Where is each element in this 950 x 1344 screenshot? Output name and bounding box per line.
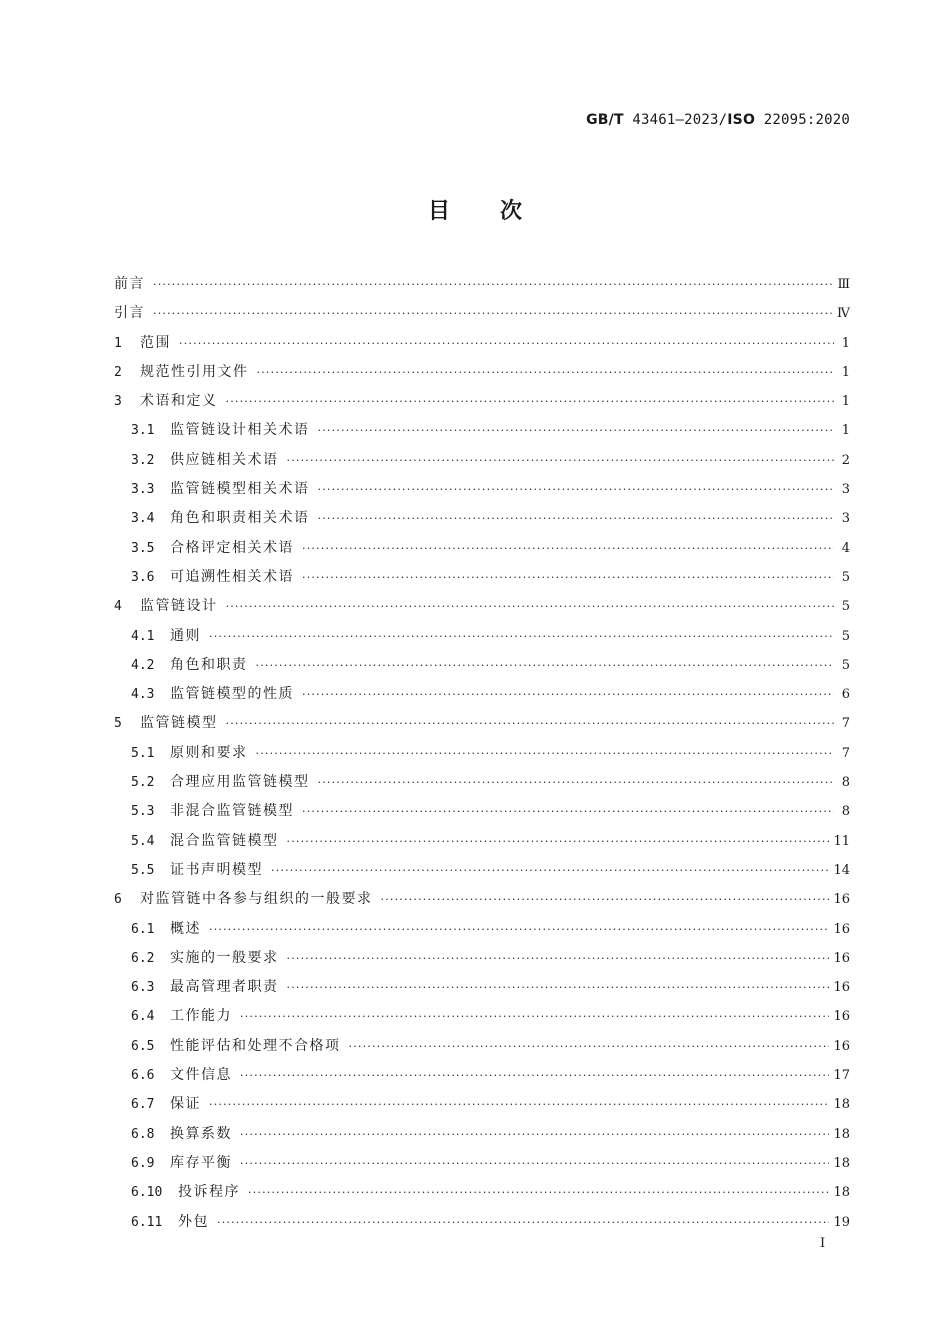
- toc-entry-number: 6.3: [131, 980, 155, 996]
- dot-leader: [287, 944, 830, 973]
- dot-leader: [240, 1002, 829, 1031]
- toc-entry-label: 监管链模型相关术语: [170, 481, 310, 498]
- toc-entry-page: 5: [841, 599, 850, 615]
- dot-leader: [349, 1032, 830, 1061]
- toc-entry-page: 18: [833, 1097, 850, 1113]
- toc-entry-page: 7: [841, 745, 850, 761]
- toc-entry-number: 6.9: [131, 1155, 155, 1171]
- dot-leader: [209, 1090, 829, 1119]
- toc-entry-label: 非混合监管链模型: [170, 803, 294, 820]
- dot-leader: [209, 915, 829, 944]
- toc-entry[interactable]: [114, 709, 850, 738]
- toc-entry-label: 原则和要求: [170, 744, 248, 761]
- toc-entry-label: 最高管理者职责: [170, 979, 279, 996]
- toc-entry-page: 16: [833, 921, 850, 937]
- toc-entry-page: 5: [841, 657, 850, 673]
- toc-entry-label: 换算系数: [170, 1125, 232, 1142]
- toc-entry-label: 外包: [178, 1213, 209, 1230]
- toc-entry-page: 11: [833, 833, 850, 849]
- toc-entry-number: 5.3: [131, 804, 155, 820]
- toc-entry-label: 投诉程序: [178, 1184, 240, 1201]
- toc-entry-number: 3.3: [131, 482, 155, 498]
- toc-entry-page: 16: [833, 1038, 850, 1054]
- dot-leader: [302, 534, 834, 563]
- dot-leader: [248, 1178, 829, 1207]
- dot-leader: [209, 622, 834, 651]
- toc-entry-label: 监管链模型: [140, 715, 218, 732]
- toc-entry-number: 5.5: [131, 862, 155, 878]
- toc-entry-page: 7: [841, 716, 850, 732]
- toc-entry[interactable]: [114, 563, 850, 592]
- dot-leader: [287, 446, 835, 475]
- toc-entry-number: 6.6: [131, 1068, 155, 1084]
- toc-entry-number: 3.4: [131, 511, 155, 527]
- toc-entry[interactable]: [114, 622, 850, 651]
- toc-entry-number: 6.10: [131, 1185, 163, 1201]
- toc-entry[interactable]: [114, 1178, 850, 1207]
- toc-entry[interactable]: [114, 387, 850, 416]
- toc-entry-number: 3.2: [131, 452, 155, 468]
- toc-entry-label: 角色和职责: [170, 656, 248, 673]
- toc-entry-number: 4.2: [131, 657, 155, 673]
- toc-entry[interactable]: [114, 1090, 850, 1119]
- toc-entry-label: 可追溯性相关术语: [170, 568, 294, 585]
- toc-entry[interactable]: [114, 1208, 850, 1237]
- dot-leader: [318, 416, 835, 445]
- document-header: [586, 112, 850, 128]
- toc-entry-page: 14: [833, 862, 850, 878]
- toc-entry-number: 1: [114, 335, 122, 351]
- toc-entry-page: 8: [841, 775, 850, 791]
- toc-entry-number: 6.2: [131, 950, 155, 966]
- toc-entry[interactable]: [114, 358, 850, 387]
- toc-entry-page: 16: [833, 950, 850, 966]
- dot-leader: [153, 299, 833, 328]
- toc-entry-page: 1: [841, 364, 850, 380]
- toc-entry-label: 规范性引用文件: [140, 363, 249, 380]
- dot-leader: [226, 709, 835, 738]
- toc-entry[interactable]: [114, 739, 850, 768]
- toc-entry-label: 证书声明模型: [170, 861, 263, 878]
- toc-entry-page: 3: [841, 511, 850, 527]
- toc-entry-page: 19: [833, 1214, 850, 1230]
- toc-entry-label: 术语和定义: [140, 393, 218, 410]
- toc-entry-number: 5.4: [131, 833, 155, 849]
- dot-leader: [318, 504, 835, 533]
- dot-leader: [318, 475, 835, 504]
- toc-entry[interactable]: [114, 856, 850, 885]
- toc-entry-label: 性能评估和处理不合格项: [170, 1037, 341, 1054]
- toc-entry-number: 4: [114, 599, 122, 615]
- toc-entry-number: 6.7: [131, 1097, 155, 1113]
- toc-entry[interactable]: [114, 329, 850, 358]
- toc-entry-label: 角色和职责相关术语: [170, 510, 310, 527]
- toc-entry[interactable]: [114, 416, 850, 445]
- toc-entry-label: 监管链设计: [140, 598, 218, 615]
- toc-entry-number: 6.1: [131, 921, 155, 937]
- toc-entry[interactable]: [114, 1120, 850, 1149]
- dot-leader: [153, 270, 833, 299]
- toc-entry[interactable]: [114, 592, 850, 621]
- dot-leader: [256, 651, 835, 680]
- dot-leader: [179, 329, 834, 358]
- toc-entry-page: 8: [841, 804, 850, 820]
- toc-entry[interactable]: [114, 768, 850, 797]
- toc-entry[interactable]: [114, 446, 850, 475]
- toc-entry[interactable]: [114, 973, 850, 1002]
- toc-entry-page: 18: [833, 1126, 850, 1142]
- toc-entry-label: 混合监管链模型: [170, 832, 279, 849]
- dot-leader: [271, 856, 829, 885]
- toc-entry-page: Ⅳ: [837, 306, 850, 322]
- toc-entry-page: 5: [841, 569, 850, 585]
- toc-entry-number: 5.1: [131, 745, 155, 761]
- iso-number: 22095:2020: [763, 112, 850, 128]
- toc-entry[interactable]: [114, 1032, 850, 1061]
- toc-entry[interactable]: [114, 885, 850, 914]
- toc-entry-number: 3: [114, 394, 122, 410]
- toc-entry-number: 2: [114, 364, 122, 380]
- toc-entry-label: 通则: [170, 627, 201, 644]
- toc-entry-number: 3.1: [131, 423, 155, 439]
- dot-leader: [302, 563, 834, 592]
- toc-entry-page: 6: [841, 687, 850, 703]
- toc-entry-page: 16: [833, 980, 850, 996]
- toc-entry-page: 4: [841, 540, 850, 556]
- dot-leader: [240, 1061, 829, 1090]
- toc-entry-page: 1: [841, 335, 850, 351]
- std-prefix: GB/T: [586, 112, 624, 128]
- dot-leader: [240, 1120, 829, 1149]
- toc-entry-page: 5: [841, 628, 850, 644]
- dot-leader: [302, 680, 834, 709]
- toc-entry[interactable]: [114, 1002, 850, 1031]
- toc-entry[interactable]: [114, 504, 850, 533]
- table-of-contents: [114, 270, 850, 1237]
- toc-entry-number: 4.1: [131, 628, 155, 644]
- toc-entry-label: 库存平衡: [170, 1154, 232, 1171]
- toc-entry-label: 引言: [114, 305, 145, 322]
- toc-entry-label: 实施的一般要求: [170, 949, 279, 966]
- toc-entry-label: 范围: [140, 334, 171, 351]
- dot-leader: [318, 768, 835, 797]
- toc-entry-label: 概述: [170, 920, 201, 937]
- dot-leader: [287, 827, 830, 856]
- toc-entry[interactable]: [114, 299, 850, 328]
- toc-entry-number: 6.4: [131, 1009, 155, 1025]
- dot-leader: [240, 1149, 829, 1178]
- toc-entry-number: 6.5: [131, 1038, 155, 1054]
- toc-entry[interactable]: [114, 651, 850, 680]
- dot-leader: [257, 358, 835, 387]
- toc-entry-label: 合格评定相关术语: [170, 539, 294, 556]
- toc-entry[interactable]: [114, 270, 850, 299]
- toc-entry-page: 16: [833, 1009, 850, 1025]
- toc-entry-number: 4.3: [131, 687, 155, 703]
- toc-entry-page: 1: [841, 394, 850, 410]
- toc-entry-label: 前言: [114, 276, 145, 292]
- toc-entry-label: 供应链相关术语: [170, 451, 279, 468]
- toc-entry-page: 3: [841, 482, 850, 498]
- toc-entry-number: 5.2: [131, 775, 155, 791]
- dot-leader: [381, 885, 830, 914]
- toc-entry[interactable]: [114, 827, 850, 856]
- dot-leader: [287, 973, 830, 1002]
- dot-leader: [256, 739, 835, 768]
- toc-entry-number: 3.6: [131, 569, 155, 585]
- toc-entry-number: 6.8: [131, 1126, 155, 1142]
- toc-entry-label: 文件信息: [170, 1067, 232, 1084]
- std-number: 43461—2023/: [632, 112, 728, 128]
- toc-entry[interactable]: [114, 797, 850, 826]
- toc-entry[interactable]: [114, 944, 850, 973]
- page-title: 目次: [427, 199, 572, 224]
- toc-entry-label: 工作能力: [170, 1008, 232, 1025]
- toc-entry-page: 18: [833, 1155, 850, 1171]
- toc-entry-label: 保证: [170, 1096, 201, 1113]
- toc-entry[interactable]: [114, 680, 850, 709]
- toc-entry[interactable]: [114, 915, 850, 944]
- toc-entry[interactable]: [114, 1149, 850, 1178]
- toc-entry[interactable]: [114, 534, 850, 563]
- toc-entry-label: 对监管链中各参与组织的一般要求: [140, 891, 373, 908]
- toc-entry[interactable]: [114, 475, 850, 504]
- toc-entry-number: 5: [114, 716, 122, 732]
- toc-entry-page: Ⅲ: [837, 277, 850, 292]
- toc-entry-page: 16: [833, 892, 850, 908]
- toc-entry-page: 1: [841, 423, 850, 439]
- dot-leader: [217, 1208, 829, 1237]
- toc-entry-label: 监管链模型的性质: [170, 686, 294, 703]
- toc-entry-label: 合理应用监管链模型: [170, 774, 310, 791]
- iso-prefix: ISO: [727, 112, 756, 128]
- dot-leader: [302, 797, 834, 826]
- toc-entry-page: 18: [833, 1185, 850, 1201]
- page-number: I: [820, 1236, 826, 1251]
- toc-entry-number: 6: [114, 892, 122, 908]
- dot-leader: [226, 592, 835, 621]
- toc-entry-number: 3.5: [131, 540, 155, 556]
- dot-leader: [226, 387, 835, 416]
- toc-entry-page: 17: [833, 1068, 850, 1084]
- toc-entry-number: 6.11: [131, 1214, 163, 1230]
- toc-entry[interactable]: [114, 1061, 850, 1090]
- toc-entry-label: 监管链设计相关术语: [170, 422, 310, 439]
- toc-entry-page: 2: [841, 452, 850, 468]
